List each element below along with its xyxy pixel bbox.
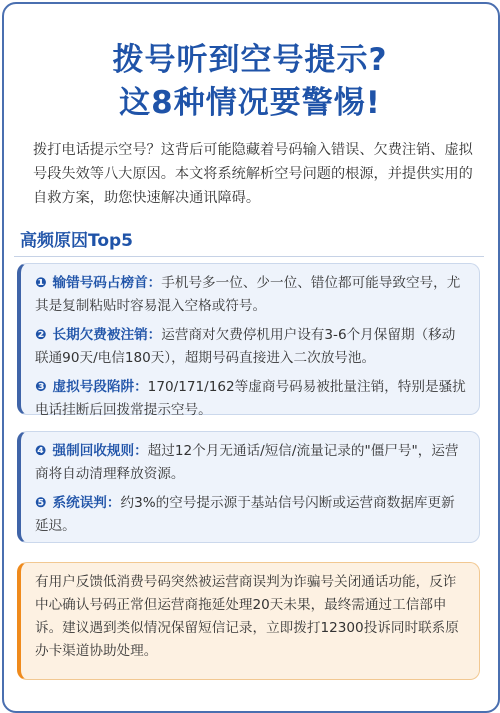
warning-note: 有用户反馈低消费号码突然被运营商误判为诈骗号关闭通话功能，反诈中心确认号码正常但运营商拖延处理20天未果，最终需通过工信部申诉。建议遇到类似情况保留短信记录，立即拨打12300投诉同时联系原办卡渠道协助处理。	[17, 562, 480, 680]
reason-item-1	[35, 272, 467, 318]
reason-item-5	[35, 492, 467, 538]
section-heading: 高频原因Top5	[20, 231, 134, 251]
reason-text-5: 约3%的空号提示源于基站信号闪断或运营商数据库更新延迟。	[35, 495, 455, 534]
reasons-card-1	[17, 263, 480, 418]
reason-text-4: 超过12个月无通话/短信/流量记录的"僵尸号"，运营商将自动清理释放资源。	[35, 443, 459, 482]
reason-label-4: 强制回收规则：	[52, 443, 148, 459]
reason-text-2: 运营商对欠费停机用户设有3-6个月保留期（移动联通90天/电信180天），超期号码直接进入二次放号池。	[35, 327, 456, 366]
number-5-icon: ❺	[35, 495, 47, 511]
number-3-icon: ❸	[35, 379, 47, 395]
reason-label-2: 长期欠费被注销：	[52, 327, 162, 343]
section-divider	[14, 256, 484, 257]
reason-item-2	[35, 324, 467, 370]
reason-text-3: 170/171/162等虚商号码易被批量注销，特别是骚扰电话挂断后回拨常提示空号。	[35, 379, 466, 418]
page-title-line1: 拨号听到空号提示?	[112, 42, 388, 78]
reason-label-3: 虚拟号段陷阱：	[52, 379, 148, 395]
reason-text-1: 手机号多一位、少一位、错位都可能导致空号，尤其是复制粘贴时容易混入空格或符号。	[35, 275, 461, 314]
number-4-icon: ❹	[35, 443, 47, 459]
page-title-line2: 这8种情况要警惕!	[119, 85, 381, 121]
reason-label-5: 系统误判：	[52, 495, 121, 511]
number-2-icon: ❷	[35, 327, 47, 343]
intro-paragraph: 拨打电话提示空号？这背后可能隐藏着号码输入错误、欠费注销、虚拟号段失效等八大原因。本文将系统解析空号问题的根源，并提供实用的自救方案，助您快速解决通讯障碍。	[33, 142, 473, 206]
reason-item-3	[35, 376, 467, 422]
reason-label-1: 输错号码占榜首：	[52, 275, 162, 291]
reasons-card-2	[17, 431, 480, 543]
reason-item-4	[35, 440, 467, 486]
number-1-icon: ❶	[35, 275, 47, 291]
